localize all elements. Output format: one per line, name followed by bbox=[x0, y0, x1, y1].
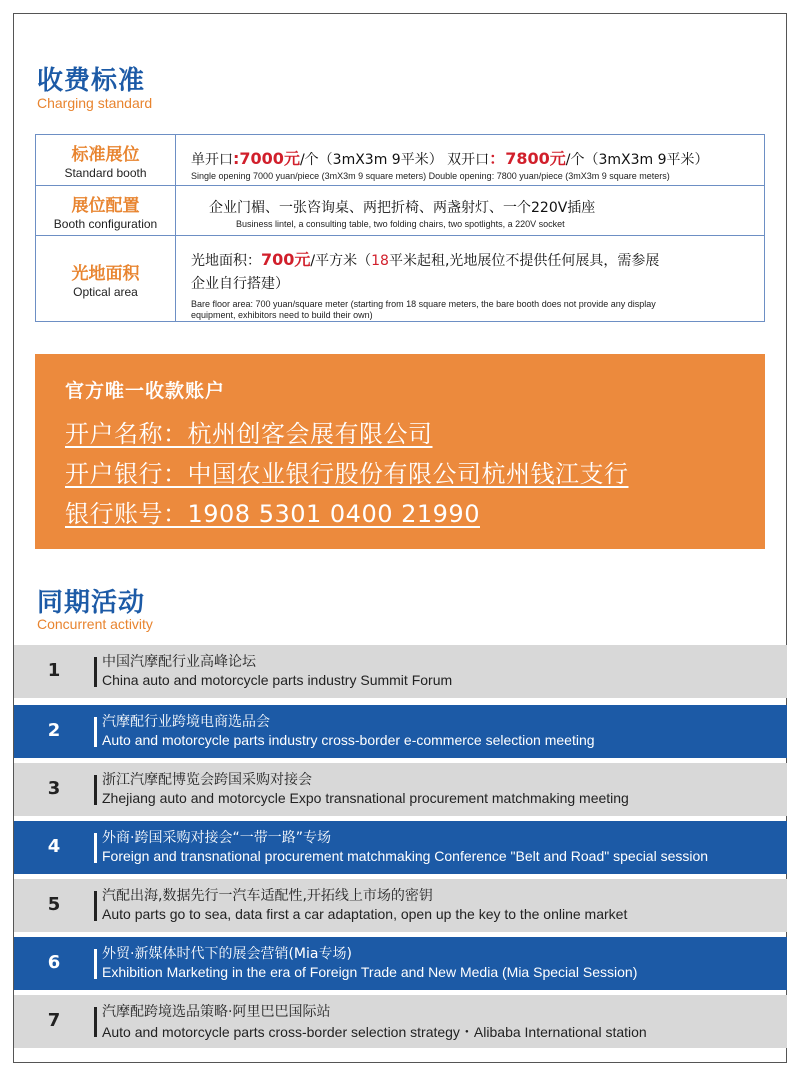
item-cn: 外商·跨国采购对接会“一带一路”专场 bbox=[102, 830, 331, 846]
item-en: Exhibition Marketing in the era of Foreign Trade and New Media (Mia Special Session) bbox=[102, 964, 638, 980]
config-en: Business lintel, a consulting table, two folding chairs, two spotlights, a 220V socket bbox=[236, 219, 565, 229]
item-number: 2 bbox=[47, 720, 61, 741]
activity-subtitle: Concurrent activity bbox=[37, 616, 153, 632]
double-price: 7800元 bbox=[505, 149, 566, 168]
account-title: 官方唯一收款账户 bbox=[65, 380, 226, 402]
item-number: 1 bbox=[47, 660, 61, 681]
list-item bbox=[14, 937, 787, 990]
table-row bbox=[36, 236, 764, 322]
account-number: 银行账号：1908 5301 0400 21990 bbox=[65, 500, 480, 528]
divider bbox=[94, 949, 97, 979]
row-content bbox=[191, 135, 756, 185]
booth-price-en: Single opening 7000 yuan/piece (3mX3m 9 square meters) Double opening: 7800 yuan/piece (3mX3m 9 square meters) bbox=[191, 171, 670, 181]
text: /个（3mX3m 9平米） bbox=[565, 152, 709, 168]
divider bbox=[94, 891, 97, 921]
divider bbox=[94, 717, 97, 747]
charging-subtitle: Charging standard bbox=[37, 95, 153, 111]
text: 光地面积： bbox=[191, 253, 261, 269]
label-cn: 展位配置 bbox=[71, 195, 140, 216]
label-cn: 标准展位 bbox=[71, 145, 140, 165]
item-cn: 外贸·新媒体时代下的展会营销(Mia专场) bbox=[102, 946, 352, 962]
list-item bbox=[14, 763, 787, 816]
activity-title: 同期活动 bbox=[37, 588, 146, 618]
row-content bbox=[191, 236, 756, 322]
divider bbox=[94, 1007, 97, 1037]
item-cn: 中国汽摩配行业高峰论坛 bbox=[102, 654, 256, 670]
label-cn: 光地面积 bbox=[71, 264, 140, 284]
pricing-table bbox=[35, 134, 765, 322]
single-price: 7000元 bbox=[239, 149, 300, 168]
account-name: 开户名称：杭州创客会展有限公司 bbox=[65, 420, 433, 448]
item-cn: 汽配出海,数据先行一汽车适配性,开拓线上市场的密钥 bbox=[102, 888, 433, 904]
account-box bbox=[35, 354, 765, 549]
list-item bbox=[14, 879, 787, 932]
account-bank: 开户银行：中国农业银行股份有限公司杭州钱江支行 bbox=[65, 460, 629, 488]
area-en-1: Bare floor area: 700 yuan/square meter (starting from 18 square meters, the bare booth does not provide any display bbox=[191, 299, 656, 309]
item-en: China auto and motorcycle parts industry Summit Forum bbox=[102, 672, 453, 688]
row-label bbox=[36, 135, 176, 185]
item-number: 4 bbox=[47, 836, 61, 857]
divider bbox=[94, 833, 97, 863]
row-label bbox=[36, 236, 176, 322]
item-number: 3 bbox=[47, 778, 61, 799]
item-en: Auto and motorcycle parts industry cross-border e-commerce selection meeting bbox=[102, 732, 595, 748]
item-en: Foreign and transnational procurement matchmaking Conference "Belt and Road" special session bbox=[102, 848, 709, 864]
item-number: 6 bbox=[47, 952, 61, 973]
area-price-line bbox=[191, 247, 756, 270]
list-item bbox=[14, 995, 787, 1048]
divider bbox=[94, 775, 97, 805]
list-item bbox=[14, 821, 787, 874]
area-price-line-2: 企业自行搭建） bbox=[191, 276, 289, 292]
table-row bbox=[36, 135, 764, 186]
area-en-2: equipment, exhibitors need to build their own) bbox=[191, 310, 373, 320]
charging-title: 收费标准 bbox=[37, 66, 146, 96]
item-cn: 汽摩配跨境选品策略·阿里巴巴国际站 bbox=[102, 1004, 331, 1020]
text: /个（3mX3m 9平米） 双开口 bbox=[299, 152, 490, 168]
label-en: Optical area bbox=[73, 285, 138, 299]
item-cn: 浙江汽摩配博览会跨国采购对接会 bbox=[102, 772, 312, 788]
divider bbox=[94, 657, 97, 687]
list-item bbox=[14, 705, 787, 758]
area-price: 700元 bbox=[261, 250, 311, 269]
min-area: 18 bbox=[371, 253, 389, 269]
row-content bbox=[191, 186, 756, 235]
table-row bbox=[36, 186, 764, 236]
item-en: Auto and motorcycle parts cross-border selection strategy・Alibaba International station bbox=[102, 1024, 647, 1040]
label-en: Booth configuration bbox=[53, 216, 158, 231]
item-cn: 汽摩配行业跨境电商选品会 bbox=[102, 714, 270, 730]
list-item bbox=[14, 645, 787, 698]
text: /平方米（ bbox=[310, 253, 372, 269]
booth-price-line: 单开口:7000元/个（3mX3m 9平米） 双开口：7800元/个（3mX3m 9平米） bbox=[191, 149, 709, 168]
config-cn: 企业门楣、一张咨询桌、两把折椅、两盏射灯、一个220V插座 bbox=[209, 200, 596, 216]
item-number: 5 bbox=[47, 894, 61, 915]
text: 单开口 bbox=[191, 152, 233, 168]
item-en: Auto parts go to sea, data first a car adaptation, open up the key to the online market bbox=[102, 906, 628, 922]
row-label bbox=[36, 186, 176, 235]
item-en: Zhejiang auto and motorcycle Expo transnational procurement matchmaking meeting bbox=[102, 790, 629, 806]
item-number: 7 bbox=[47, 1010, 61, 1031]
text: 平米起租,光地展位不提供任何展具，需参展 bbox=[388, 253, 660, 269]
label-en: Standard booth bbox=[64, 166, 147, 180]
